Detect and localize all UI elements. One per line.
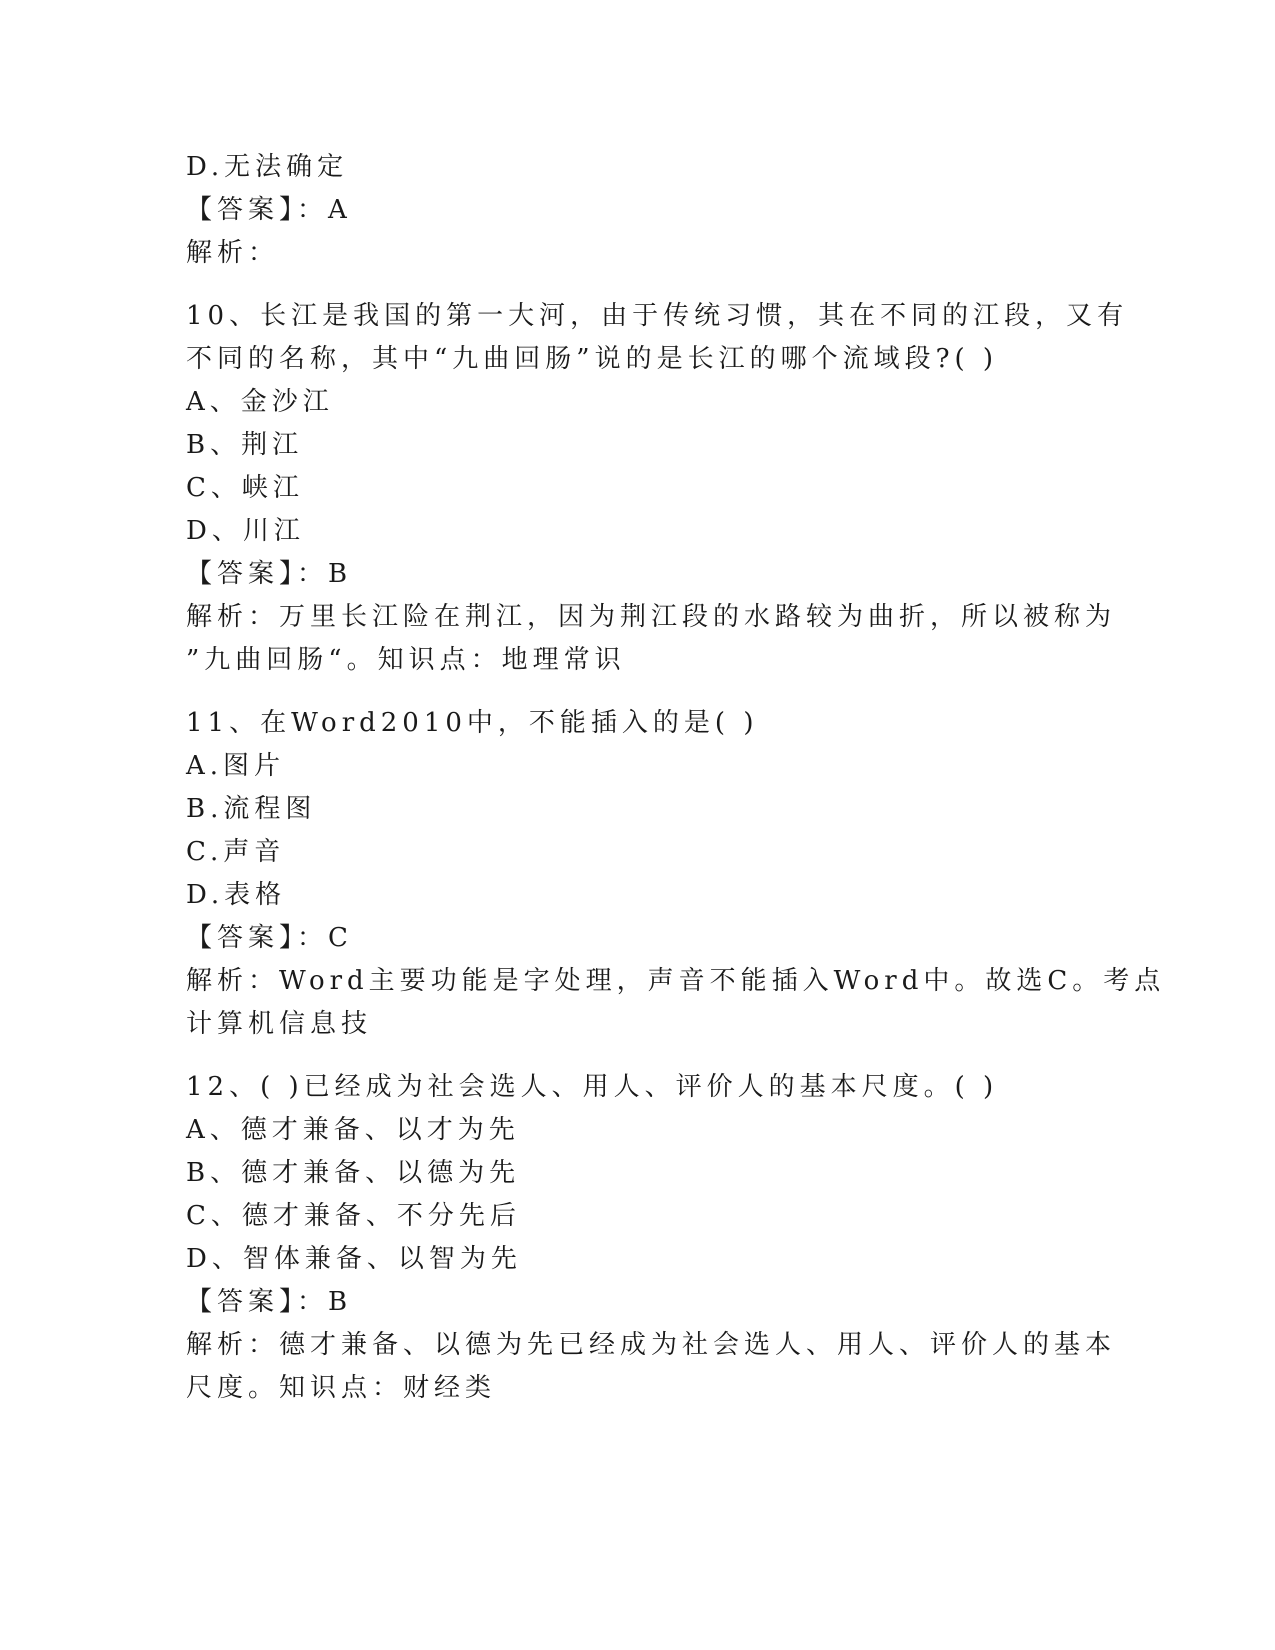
q10-analysis-line2: ”九曲回肠“。知识点：地理常识 (186, 645, 626, 675)
q11-option-c: C.声音 (186, 837, 286, 867)
q9-answer: 【答案】：A (186, 195, 352, 225)
q12-stem: 12、( )已经成为社会选人、用人、评价人的基本尺度。( ) (186, 1072, 999, 1102)
q10-option-b: B、荆江 (186, 430, 304, 460)
document-page (186, 146, 1166, 1410)
q12-option-d: D、智体兼备、以智为先 (186, 1244, 522, 1274)
q12-option-a: A、德才兼备、以才为先 (186, 1115, 520, 1145)
q10-option-d: D、川江 (186, 516, 305, 546)
q9-option-d: D.无法确定 (186, 152, 349, 182)
q9-analysis: 解析： (186, 238, 280, 268)
q11-option-a: A.图片 (186, 751, 286, 781)
q11-answer: 【答案】：C (186, 923, 353, 953)
q11-analysis-line1: 解析：Word主要功能是字处理，声音不能插入Word中。故选C。考点 (186, 966, 1166, 996)
q10-stem-line1: 10、长江是我国的第一大河，由于传统习惯，其在不同的江段，又有 (186, 301, 1129, 331)
q12-answer: 【答案】：B (186, 1287, 353, 1317)
q12-option-b: B、德才兼备、以德为先 (186, 1158, 521, 1188)
q12-option-c: C、德才兼备、不分先后 (186, 1201, 521, 1231)
q11-analysis-line2: 计算机信息技 (186, 1009, 373, 1039)
q11-option-d: D.表格 (186, 880, 287, 910)
q10-answer: 【答案】：B (186, 559, 353, 589)
q10-analysis-line1: 解析：万里长江险在荆江，因为荆江段的水路较为曲折，所以被称为 (186, 602, 1117, 632)
q12-analysis-line2: 尺度。知识点：财经类 (186, 1373, 497, 1403)
q11-option-b: B.流程图 (186, 794, 317, 824)
q10-option-a: A、金沙江 (186, 387, 334, 417)
q10-stem-line2: 不同的名称，其中“九曲回肠”说的是长江的哪个流域段?( ) (186, 344, 999, 374)
q10-option-c: C、峡江 (186, 473, 304, 503)
q12-analysis-line1: 解析：德才兼备、以德为先已经成为社会选人、用人、评价人的基本 (186, 1330, 1117, 1360)
q11-stem: 11、在Word2010中，不能插入的是( ) (186, 708, 759, 738)
